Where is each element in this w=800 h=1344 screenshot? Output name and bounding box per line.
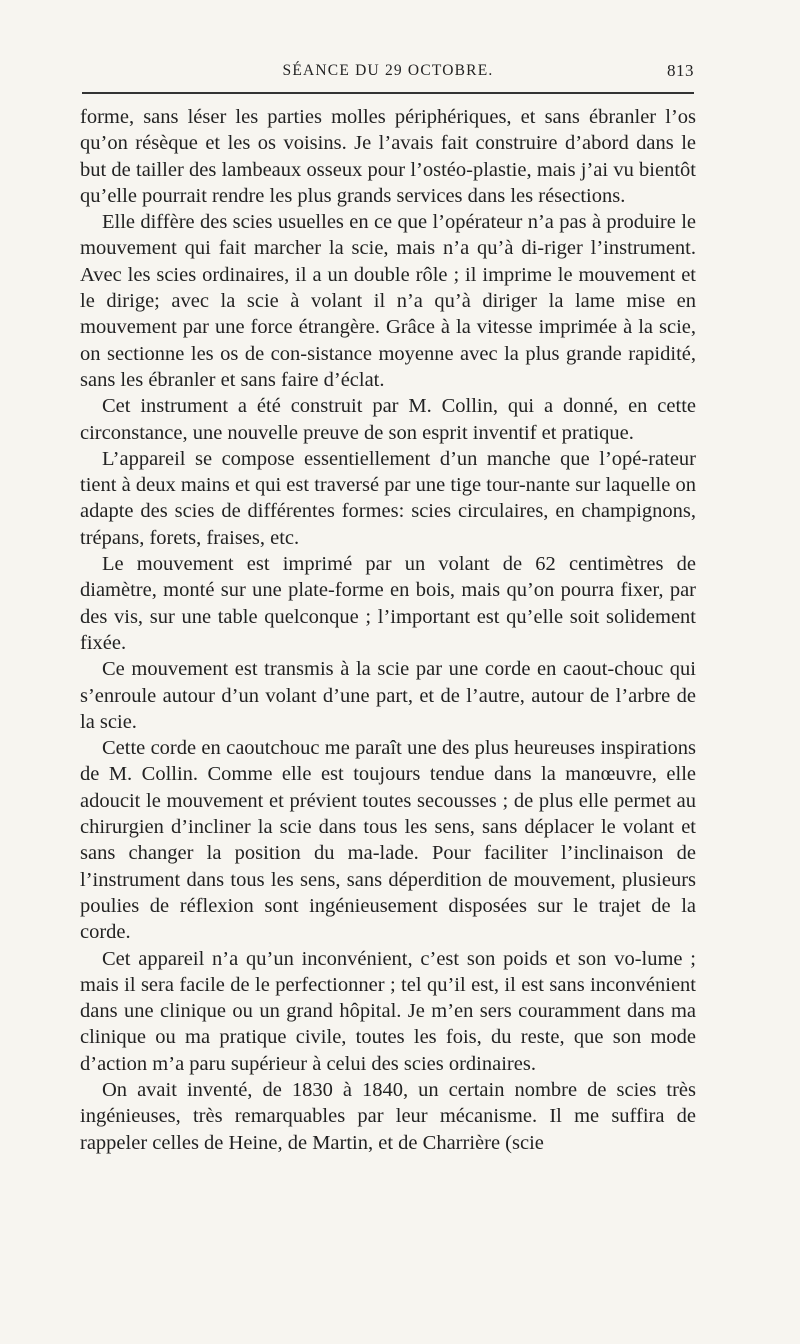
paragraph-9: On avait inventé, de 1830 à 1840, un certain nombre de scies très ingénieuses, très remarquables par leur mécanisme. Il me suffira de rappeler celles de Heine, de Martin, et de Charrière (scie: [80, 1078, 696, 1154]
book-page: [80, 56, 696, 1156]
body-text: [80, 104, 696, 1156]
paragraph-1: forme, sans léser les parties molles périphériques, et sans ébranler l’os qu’on résèque et les os voisins. Je l’avais fait construire d’abord dans le but de tailler des lambeaux osseux pour l’ostéo-plastie, mais j’ai vu bientôt qu’elle pourrait rendre les plus grands services dans les résections.: [80, 106, 696, 207]
paragraph-2: Elle diffère des scies usuelles en ce que l’opérateur n’a pas à produire le mouvement qui fait marcher la scie, mais n’a qu’à di-riger l’instrument. Avec les scies ordinaires, il a un double rôle ; il imprime le mouvement et le dirige; avec la scie à volant il n’a qu’à diriger la lame mise en mouvement par une force étrangère. Grâce à la vitesse imprimée à la scie, on sectionne les os de con-sistance moyenne avec la plus grande rapidité, sans les ébranler et sans faire d’éclat.: [80, 211, 696, 391]
running-head: [80, 56, 696, 86]
paragraph-7: Cette corde en caoutchouc me paraît une des plus heureuses inspirations de M. Collin. Comme elle est toujours tendue dans la manœuvre, elle adoucit le mouvement et prévient toutes secousses ; de plus elle permet au chirurgien d’incliner la scie dans tous les sens, sans déplacer le volant et sans changer la position du ma-lade. Pour faciliter l’inclinaison de l’instrument dans tous les sens, sans déperdition de mouvement, plusieurs poulies de réflexion sont ingénieusement disposées sur le trajet de la corde.: [80, 737, 696, 944]
page-number: 813: [667, 61, 694, 80]
paragraph-4: L’appareil se compose essentiellement d’un manche que l’opé-rateur tient à deux mains et qui est traversé par une tige tour-nante sur laquelle on adapte des scies de différentes formes: scies circulaires, en champignons, trépans, forets, fraises, etc.: [80, 447, 696, 549]
header-rule: [82, 92, 694, 94]
paragraph-3: Cet instrument a été construit par M. Collin, qui a donné, en cette circonstance, une nouvelle preuve de son esprit inventif et pratique.: [80, 395, 696, 444]
paragraph-6: Ce mouvement est transmis à la scie par une corde en caout-chouc qui s’enroule autour d’un volant d’une part, et de l’autre, autour de l’arbre de la scie.: [80, 658, 696, 733]
paragraph-5: Le mouvement est imprimé par un volant de 62 centimètres de diamètre, monté sur une plate-forme en bois, mais qu’on pourra fixer, par des vis, sur une table quelconque ; l’important est qu’elle soit solidement fixée.: [80, 553, 696, 654]
paragraph-8: Cet appareil n’a qu’un inconvénient, c’est son poids et son vo-lume ; mais il sera facile de le perfectionner ; tel qu’il est, il est sans inconvénient dans une clinique ou un grand hôpital. Je m’en sers couramment dans ma clinique ou ma pratique civile, toutes les fois, du reste, que son mode d’action m’a paru supérieur à celui des scies ordinaires.: [80, 947, 696, 1075]
running-head-title: SÉANCE DU 29 OCTOBRE.: [282, 62, 494, 79]
